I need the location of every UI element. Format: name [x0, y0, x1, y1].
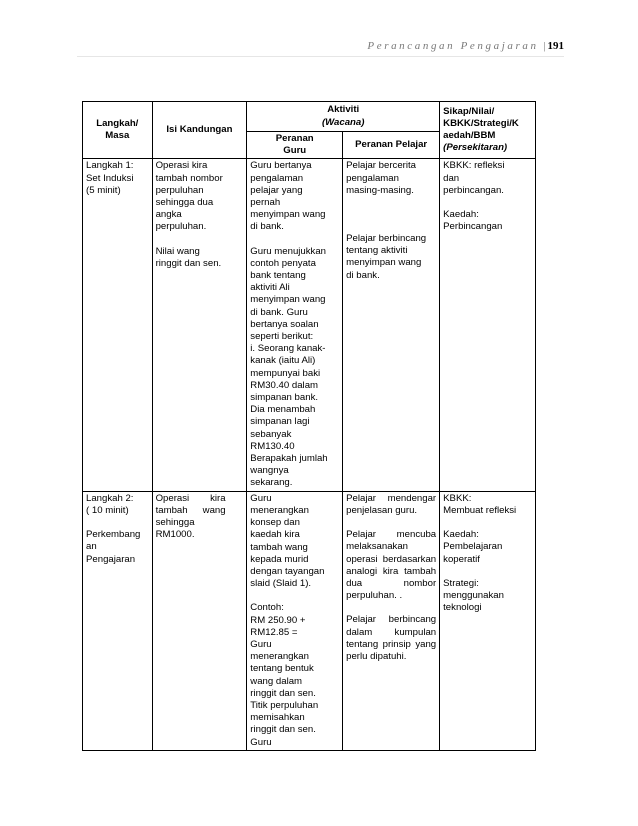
running-header: [367, 40, 564, 52]
cell-isi: Operasi kira tambah nombor perpuluhan sehingga dua angka perpuluhan. Nilai wang ringgit dan sen.: [152, 159, 247, 491]
cell-guru: Guru bertanya pengalaman pelajar yang pernah menyimpan wang di bank. Guru menujukkan contoh penyata bank tentang aktiviti Ali menyimpan wang di bank. Guru bertanya soalan seperti berikut: i. Seorang kanak- kanak (iaitu Ali) mempunyai baki RM30.40 dalam simpanan bank. Dia menambah simpanan lagi sebanyak RM130.40 Berapakah jumlah wangnya sekarang.: [247, 159, 343, 491]
header-aktiviti: [247, 102, 440, 132]
header-rule: [77, 56, 564, 57]
cell-sikap: KBKK: Membuat refleksi Kaedah: Pembelajaran koperatif Strategi: menggunakan teknologi: [440, 491, 536, 750]
header-langkah-masa: Langkah/ Masa: [83, 102, 153, 159]
header-peranan-pelajar: Peranan Pelajar: [343, 132, 440, 159]
header-sikap: [440, 102, 536, 159]
header-sikap-label: Sikap/Nilai/ KBKK/Strategi/K aedah/BBM: [443, 105, 519, 142]
cell-pelajar: Pelajar bercerita pengalaman masing-masing. Pelajar berbincang tentang aktiviti menyimpan wang di bank.: [343, 159, 440, 491]
cell-sikap: KBKK: refleksi dan perbincangan. Kaedah: Perbincangan: [440, 159, 536, 491]
page-number: 191: [547, 40, 564, 52]
table-row: [83, 491, 536, 750]
header-isi-kandungan: Isi Kandungan: [152, 102, 247, 159]
header-aktiviti-label: Aktiviti: [327, 104, 360, 116]
header-peranan-guru: Peranan Guru: [247, 132, 343, 159]
cell-langkah: Langkah 2: ( 10 minit) Perkembang an Pengajaran: [83, 491, 153, 750]
cell-isi: Operasi kira tambah wang sehingga RM1000.: [152, 491, 247, 750]
header-title: Perancangan Pengajaran: [367, 40, 539, 52]
lesson-plan-table: [82, 101, 536, 751]
cell-pelajar: Pelajar mendengar penjelasan guru. Pelajar mencuba melaksanakan operasi berdasarkan analogi kira tambah dua nombor perpuluhan. . Pelajar berbincang dalam kumpulan tentang prinsip yang perlu dipatuhi.: [343, 491, 440, 750]
header-aktiviti-sub: (Wacana): [321, 116, 365, 128]
header-separator: |: [543, 40, 546, 52]
cell-langkah: Langkah 1: Set Induksi (5 minit): [83, 159, 153, 491]
table-row: [83, 159, 536, 491]
header-sikap-sub: (Persekitaran): [443, 142, 508, 154]
cell-guru: Guru menerangkan konsep dan kaedah kira tambah wang kepada murid dengan tayangan slaid (Slaid 1). Contoh: RM 250.90 + RM12.85 = Guru menerangkan tentang bentuk wang dalam ringgit dan sen. Titik perpuluhan memisahkan ringgit dan sen. Guru: [247, 491, 343, 750]
